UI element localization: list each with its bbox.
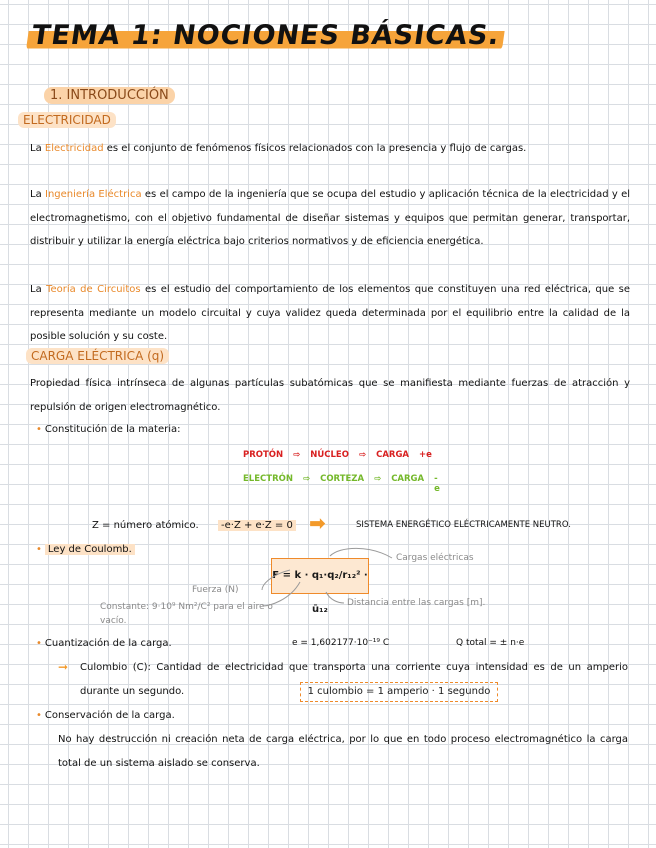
arrow-to-fuerza <box>262 570 290 590</box>
term-teoria: Teoría de Circuitos <box>46 284 141 295</box>
bullet-dot: • <box>36 638 42 649</box>
bullet-coulomb: • Ley de Coulomb. <box>36 544 135 555</box>
heading-carga: CARGA ELÉCTRICA (q) <box>26 348 169 364</box>
arrow-right-icon: ➡ <box>309 511 326 535</box>
bullet-conservacion: • Conservación de la carga. <box>36 710 175 721</box>
paragraph-electricidad: La Electricidad es el conjunto de fenómenos físicos relacionados con la presencia y flujo de cargas. <box>30 143 527 154</box>
term-ingenieria: Ingeniería Eléctrica <box>45 189 142 200</box>
term-electricidad: Electricidad <box>44 143 104 154</box>
bullet-dot: • <box>36 424 42 435</box>
note-constante: Constante: 9·10⁹ Nm²/C² para el aire o vacío. <box>100 602 273 626</box>
culombio-definition: Culombio (C): Cantidad de electricidad que transporta una corriente cuya intensidad es de un amperio durante un segundo. <box>80 662 628 697</box>
bullet-dot: • <box>36 710 42 721</box>
proton-row: PROTÓN ⇨ NÚCLEO ⇨ CARGA +e <box>243 450 432 460</box>
note-fuerza: Fuerza (N) <box>192 585 239 595</box>
electron-row: ELECTRÓN ⇨ CORTEZA ⇨ CARGA -e <box>243 474 440 494</box>
z-label: Z = número atómico. <box>92 520 199 531</box>
bullet-cuantizacion: • Cuantización de la carga. <box>36 638 172 649</box>
z-result: SISTEMA ENERGÉTICO ELÉCTRICAMENTE NEUTRO. <box>356 520 571 530</box>
arrow-to-distancia <box>326 592 344 603</box>
paragraph-teoria: La Teoría de Circuitos es el estudio del comportamiento de los elementos que constituyen una red eléctrica, que se representa mediante un modelo circuital y cuya validez queda determinada por el equilibrio entre la calidad de la posible solución y su coste. <box>30 284 630 342</box>
heading-electricidad: ELECTRICIDAD <box>18 112 116 128</box>
culombio-equation: 1 culombio = 1 amperio · 1 segundo <box>300 682 498 702</box>
section-introduccion: 1. INTRODUCCIÓN <box>44 87 175 104</box>
q-total: Q total = ± n·e <box>456 638 525 648</box>
z-equation: -e·Z + e·Z = 0 <box>218 520 296 531</box>
bullet-dot: • <box>36 544 42 555</box>
note-distancia: Distancia entre las cargas [m]. <box>347 598 486 608</box>
note-cargas: Cargas eléctricas <box>396 553 474 563</box>
e-value: e = 1,602177·10⁻¹⁹ C <box>292 638 390 648</box>
conservacion-text: No hay destrucción ni creación neta de carga eléctrica, por lo que en todo proceso electromagnético la carga total de un sistema aislado se conserva. <box>58 734 628 769</box>
paragraph-carga-def: Propiedad física intrínseca de algunas partículas subatómicas que se manifiesta mediante fuerzas de atracción y repulsión de origen electromagnético. <box>30 378 630 413</box>
arrow-right-icon: ➞ <box>58 660 69 674</box>
arrow-to-cargas <box>330 548 392 558</box>
coulomb-formula: F = k · q₁·q₂/r₁₂² · ū₁₂ <box>271 558 369 594</box>
page-title: TEMA 1: NOCIONES BÁSICAS. <box>26 20 506 51</box>
arrow-to-constante <box>262 582 300 606</box>
bullet-constitucion: • Constitución de la materia: <box>36 424 181 435</box>
paragraph-ingenieria: La Ingeniería Eléctrica es el campo de la ingeniería que se ocupa del estudio y aplicación técnica de la electricidad y el electromagnetismo, con el objetivo fundamental de diseñar sistemas y equipos que permitan generar, transportar, distribuir y utilizar la energía eléctrica bajo criterios normativos y de eficiencia energética. <box>30 189 631 247</box>
